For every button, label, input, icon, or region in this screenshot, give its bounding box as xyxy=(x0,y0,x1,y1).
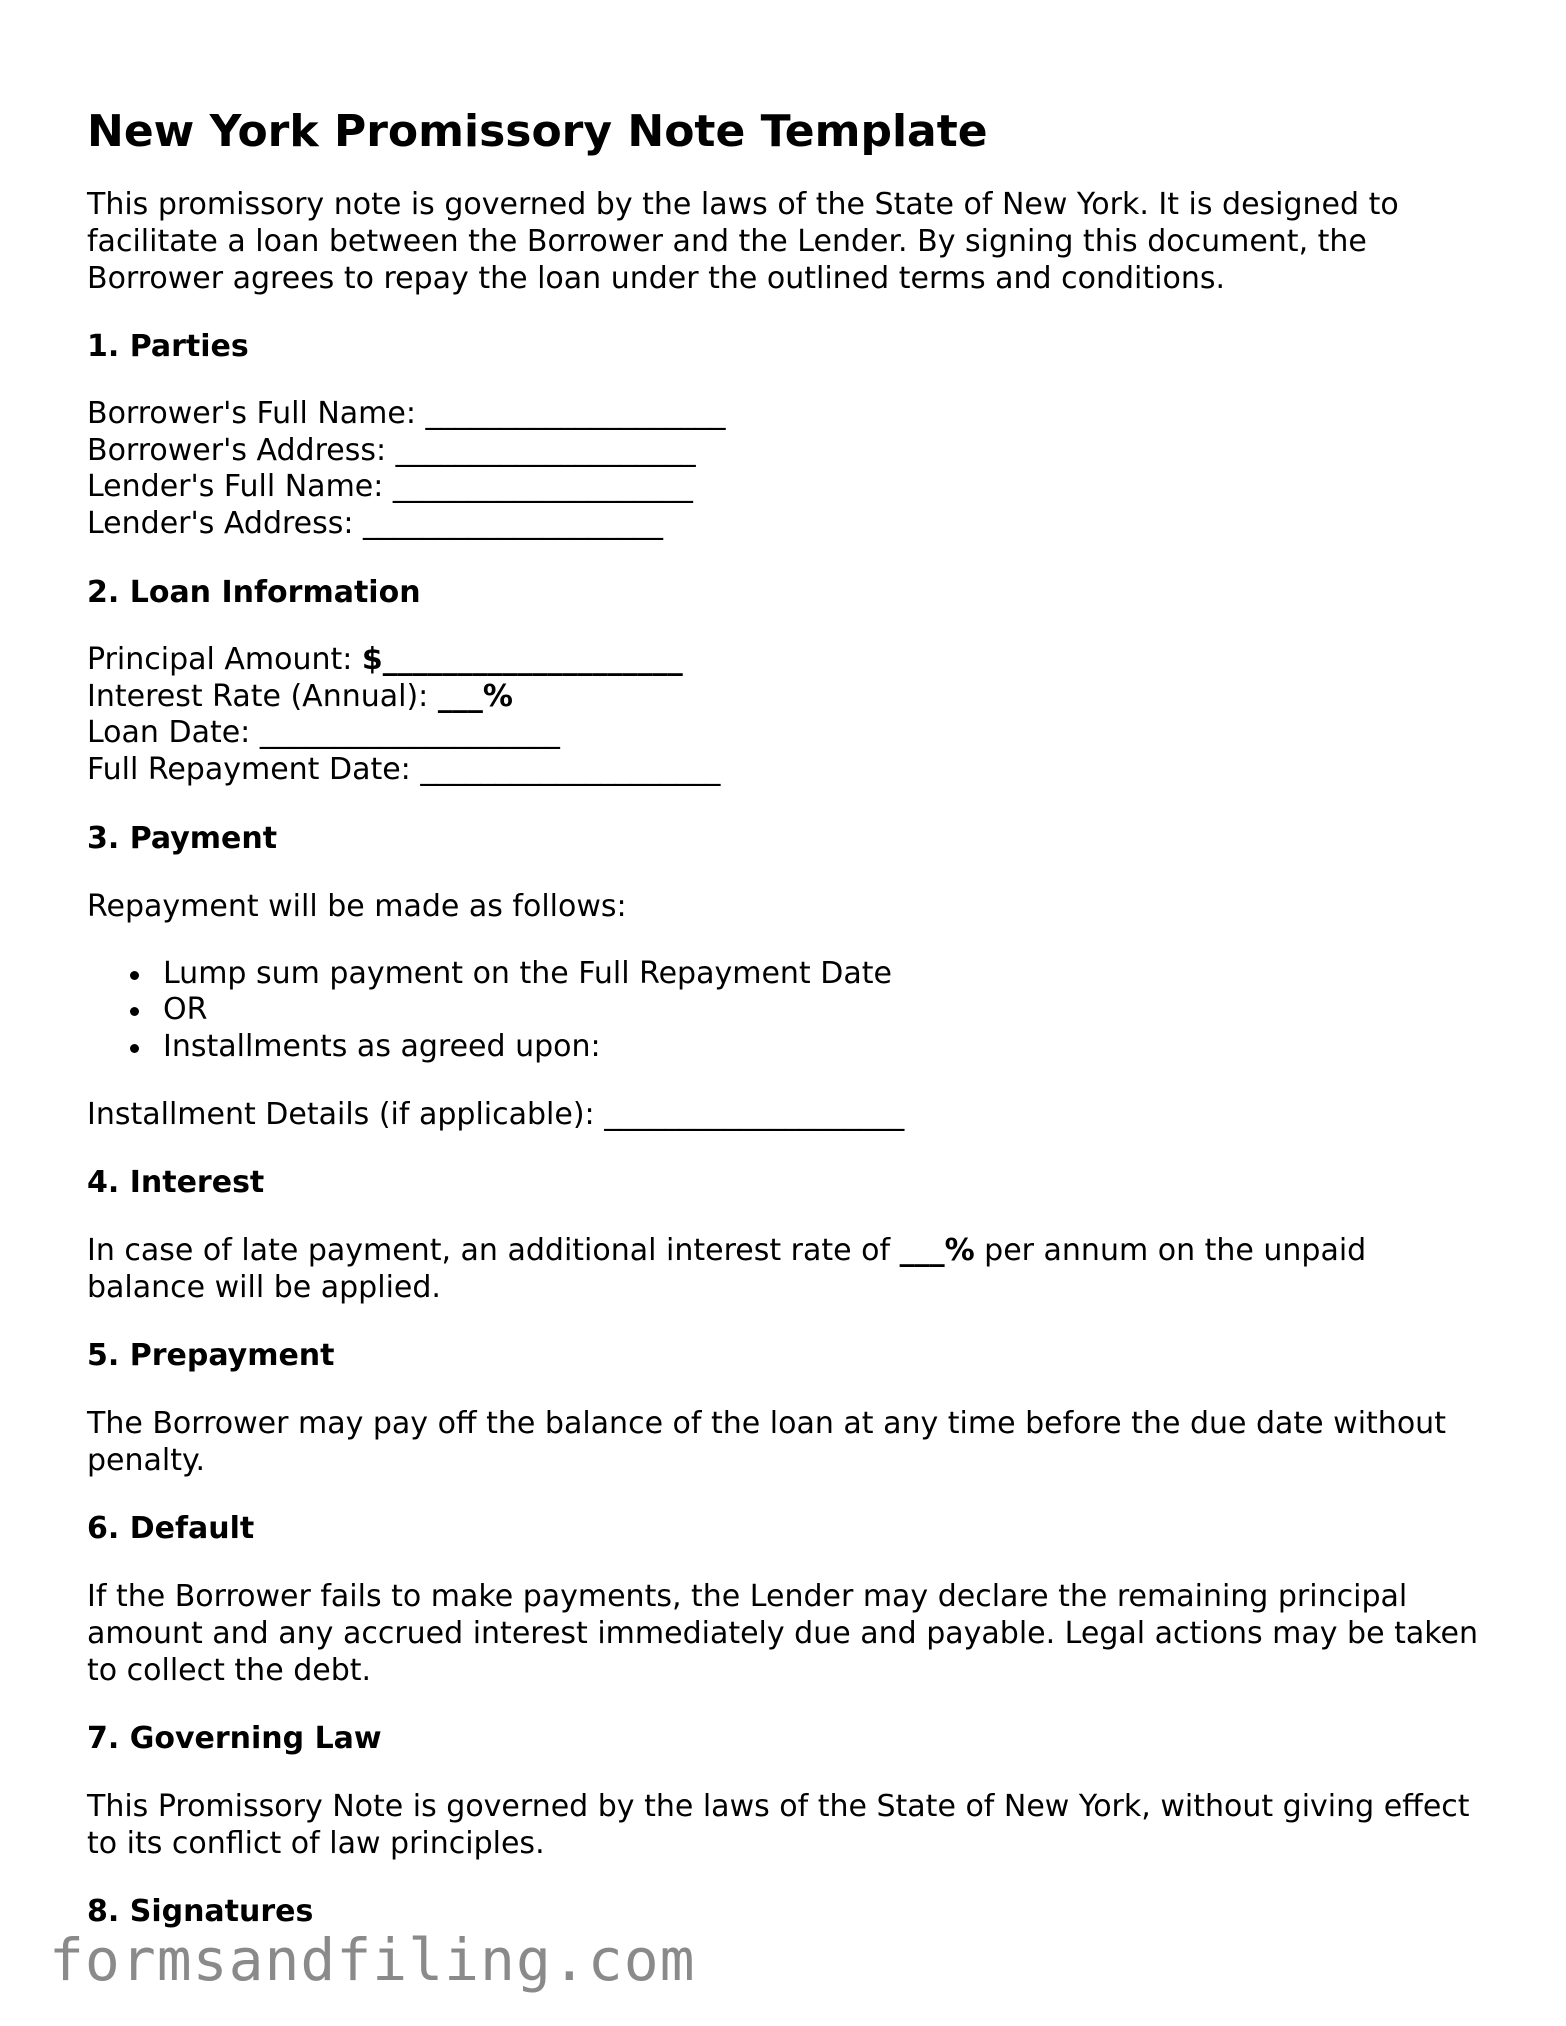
installment-label: Installment Details (if applicable): xyxy=(87,1096,605,1132)
lender-name-line xyxy=(87,469,1487,506)
section-heading-governing-law: 7. Governing Law xyxy=(87,1721,382,1757)
section-heading-signatures: 8. Signatures xyxy=(87,1894,314,1930)
principal-blank: $____________________ xyxy=(361,641,683,677)
borrower-name-blank: ____________________ xyxy=(425,396,726,431)
list-item xyxy=(163,1029,1487,1066)
document-title: New York Promissory Note Template xyxy=(87,106,988,157)
payment-option-text: Installments as agreed upon: xyxy=(163,1029,601,1065)
lender-address-line xyxy=(87,506,1487,543)
rate-line xyxy=(87,679,1487,716)
default-paragraph: If the Borrower fails to make payments, the Lender may declare the remaining principal amount and any accrued interest immediately due and payable. Legal actions may be taken to collect the debt. xyxy=(87,1579,1478,1689)
bullet-icon xyxy=(130,1007,139,1016)
repay-date-label: Full Repayment Date: xyxy=(87,751,421,787)
installment-fields xyxy=(87,1097,1487,1134)
payment-option-text: OR xyxy=(163,992,208,1028)
interest-text-b: per annum on the unpaid balance will be applied. xyxy=(87,1233,1367,1306)
principal-label: Principal Amount: xyxy=(87,641,362,677)
section-heading-loan: 2. Loan Information xyxy=(87,574,421,610)
borrower-name-label: Borrower's Full Name: xyxy=(87,396,426,431)
installment-blank: ____________________ xyxy=(604,1096,905,1132)
installment-line xyxy=(87,1097,1487,1134)
loan-date-line xyxy=(87,715,1487,752)
section-heading-interest: 4. Interest xyxy=(87,1165,265,1201)
governing-law-paragraph: This Promissory Note is governed by the laws of the State of New York, without giving effect to its conflict of law principles. xyxy=(87,1789,1470,1862)
lender-address-blank: ____________________ xyxy=(363,506,664,542)
section-heading-prepayment: 5. Prepayment xyxy=(87,1338,335,1374)
payment-lead: Repayment will be made as follows: xyxy=(87,888,627,924)
interest-paragraph xyxy=(87,1232,1487,1306)
borrower-address-label: Borrower's Address: xyxy=(87,432,396,468)
rate-blank: ___% xyxy=(437,678,513,714)
watermark: formsandfiling.com xyxy=(49,1926,696,1994)
borrower-name-line xyxy=(87,396,1487,433)
payment-options-list xyxy=(87,956,1487,1066)
repay-date-line xyxy=(87,752,1487,789)
loan-date-label: Loan Date: xyxy=(87,715,260,751)
borrower-address-line xyxy=(87,433,1487,470)
loan-date-blank: ____________________ xyxy=(259,715,560,751)
list-item xyxy=(163,992,1487,1029)
bullet-icon xyxy=(130,971,139,980)
list-item xyxy=(163,956,1487,993)
section-heading-default: 6. Default xyxy=(87,1511,255,1547)
repay-date-blank: ____________________ xyxy=(420,751,721,787)
parties-fields xyxy=(87,396,1487,543)
loan-fields xyxy=(87,642,1487,789)
intro-paragraph: This promissory note is governed by the laws of the State of New York. It is designed to facilitate a loan between the Borrower and the Lender. By signing this document, the Borrower agrees to repay the loan under the outlined terms and conditions. xyxy=(87,187,1399,296)
section-heading-payment: 3. Payment xyxy=(87,820,278,856)
interest-blank: ___% xyxy=(899,1233,975,1269)
borrower-address-blank: ____________________ xyxy=(395,432,696,468)
document-page xyxy=(87,104,1487,1961)
section-heading-parties: 1. Parties xyxy=(87,329,249,364)
lender-name-blank: ____________________ xyxy=(392,469,693,505)
bullet-icon xyxy=(130,1044,139,1053)
lender-address-label: Lender's Address: xyxy=(87,506,364,542)
prepayment-paragraph: The Borrower may pay off the balance of the loan at any time before the due date without penalty. xyxy=(87,1406,1446,1479)
interest-text-a: In case of late payment, an additional interest rate of xyxy=(87,1233,900,1269)
payment-option-text: Lump sum payment on the Full Repayment Date xyxy=(163,955,892,991)
principal-line xyxy=(87,642,1487,679)
rate-label: Interest Rate (Annual): xyxy=(87,678,438,714)
lender-name-label: Lender's Full Name: xyxy=(87,469,393,505)
